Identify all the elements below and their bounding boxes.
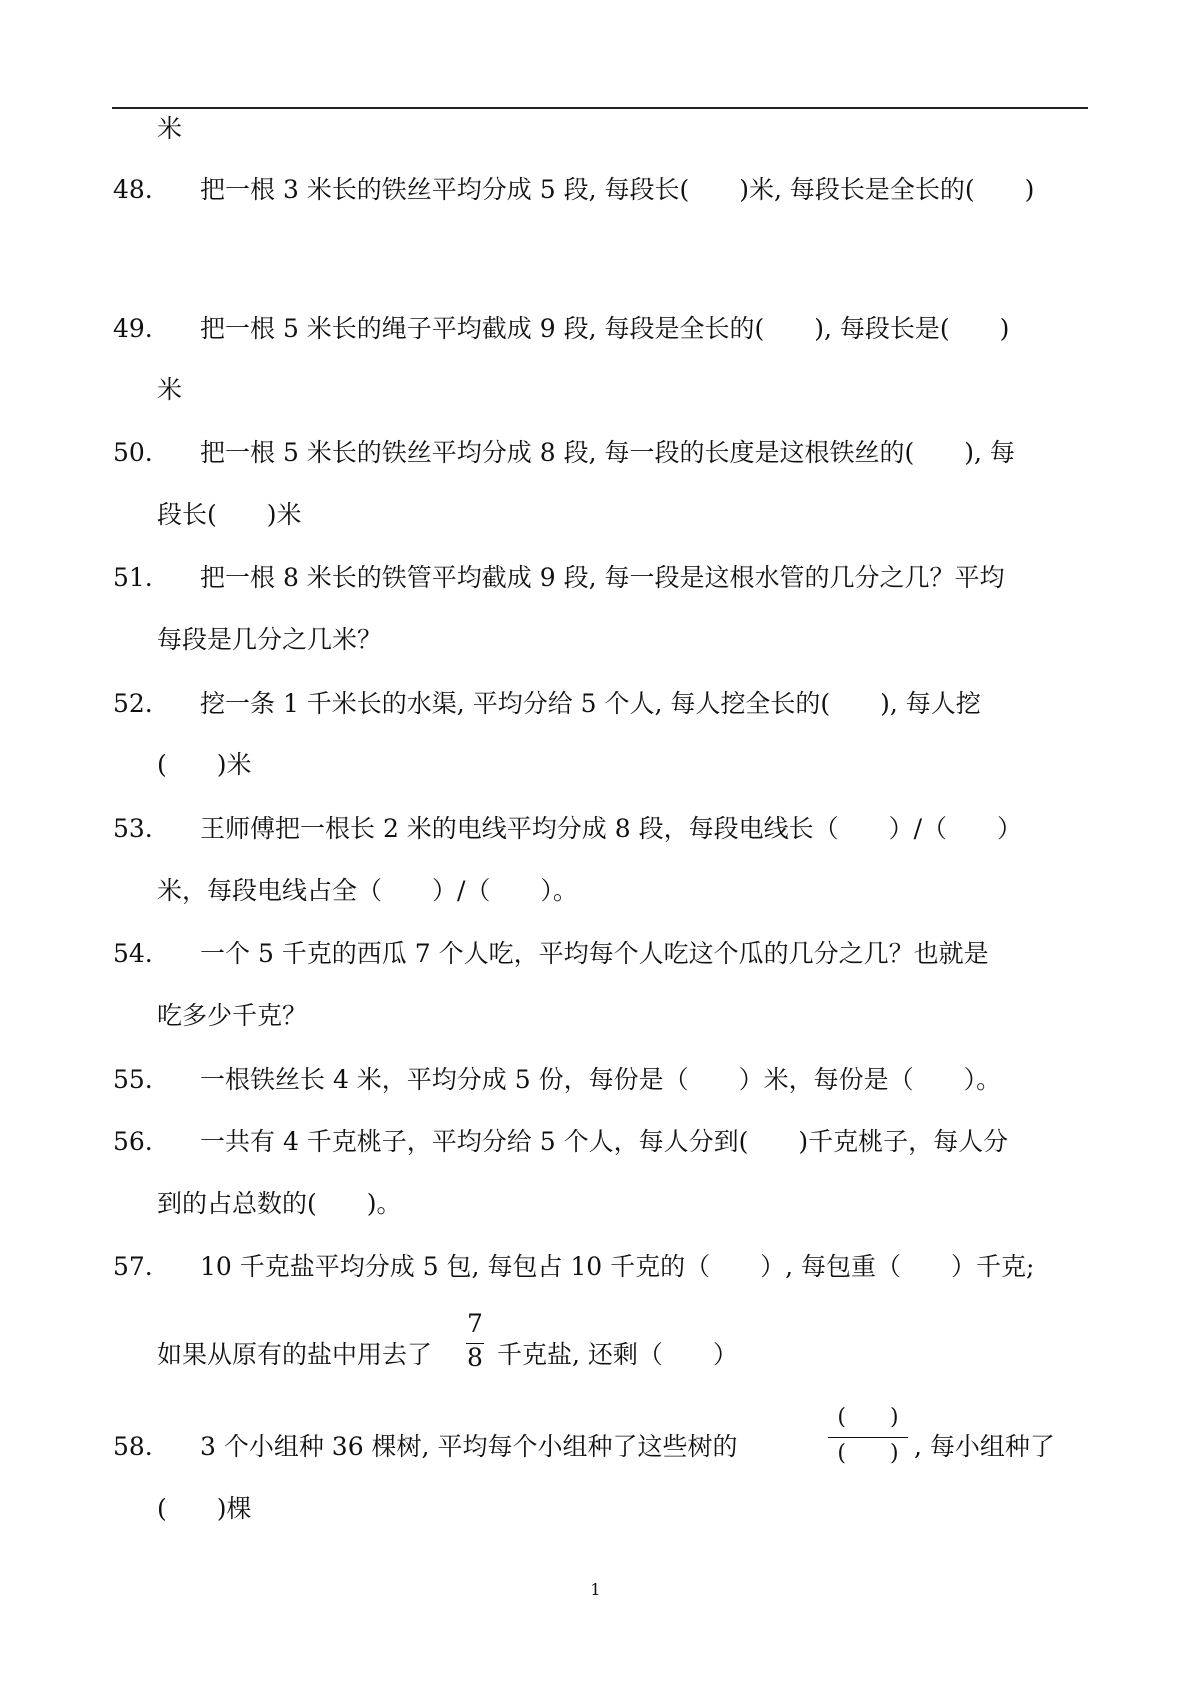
question-number-53: 53.	[113, 814, 153, 843]
question-49-text-cont: 米	[157, 375, 183, 404]
question-48-text: 把一根 3 米长的铁丝平均分成 5 段, 每段长( )米, 每段长是全长的( )	[200, 175, 1035, 204]
question-57-text-tail: 千克盐, 还剩（ ）	[497, 1340, 738, 1369]
question-57-text: 10 千克盐平均分成 5 包, 每包占 10 千克的（ ）, 每包重（ ）千克;	[200, 1252, 1035, 1281]
question-number-56: 56.	[113, 1127, 153, 1156]
question-54-text: 一个 5 千克的西瓜 7 个人吃，平均每个人吃这个瓜的几分之几？也就是	[200, 939, 989, 968]
fraction-numerator: 7	[467, 1309, 483, 1338]
question-52-text-cont: ( )米	[157, 750, 252, 779]
question-number-50: 50.	[113, 438, 153, 467]
fraction-numerator: ( )	[837, 1405, 899, 1430]
question-53-text-cont: 米，每段电线占全（ ）/（ ）。	[157, 876, 578, 905]
question-number-57: 57.	[113, 1252, 153, 1281]
line-continuation: 米	[157, 114, 183, 143]
question-51-text: 把一根 8 米长的铁管平均截成 9 段, 每一段是这根水管的几分之几？平均	[200, 563, 1005, 592]
question-number-52: 52.	[113, 689, 153, 718]
question-58-text: 3 个小组种 36 棵树, 平均每个小组种了这些树的	[200, 1432, 738, 1461]
question-52-text: 挖一条 1 千米长的水渠, 平均分给 5 个人, 每人挖全长的( ), 每人挖	[200, 689, 981, 718]
question-50-text-cont: 段长( )米	[157, 500, 302, 529]
question-number-49: 49.	[113, 314, 153, 343]
question-58-text-cont: ( )棵	[157, 1494, 252, 1523]
question-54-text-cont: 吃多少千克？	[157, 1001, 308, 1030]
question-number-55: 55.	[113, 1065, 153, 1094]
question-57-text-cont: 如果从原有的盐中用去了	[157, 1340, 433, 1369]
header-rule	[112, 107, 1088, 109]
question-49-text: 把一根 5 米长的绳子平均截成 9 段, 每段是全长的( ), 每段长是( )	[200, 314, 1010, 343]
question-51-text-cont: 每段是几分之几米？	[157, 625, 383, 654]
question-number-58: 58.	[113, 1432, 153, 1461]
question-58-text-tail: , 每小组种了	[914, 1432, 1055, 1461]
fraction-denominator: 8	[467, 1343, 483, 1372]
question-number-54: 54.	[113, 939, 153, 968]
fraction-blank	[826, 1404, 910, 1472]
page-number: 1	[590, 1580, 601, 1599]
fraction-denominator: ( )	[837, 1441, 899, 1466]
question-number-51: 51.	[113, 563, 153, 592]
question-56-text: 一共有 4 千克桃子，平均分给 5 个人，每人分到( )千克桃子，每人分	[200, 1127, 1009, 1156]
fraction-bar	[828, 1437, 908, 1438]
question-50-text: 把一根 5 米长的铁丝平均分成 8 段, 每一段的长度是这根铁丝的( ), 每	[200, 438, 1015, 467]
question-55-text: 一根铁丝长 4 米，平均分成 5 份，每份是（ ）米，每份是（ ）。	[200, 1065, 1002, 1094]
question-53-text: 王师傅把一根长 2 米的电线平均分成 8 段，每段电线长（ ）/（ ）	[200, 814, 1023, 843]
question-56-text-cont: 到的占总数的( )。	[157, 1189, 402, 1218]
fraction-7-8	[463, 1310, 487, 1374]
question-number-48: 48.	[113, 175, 153, 204]
